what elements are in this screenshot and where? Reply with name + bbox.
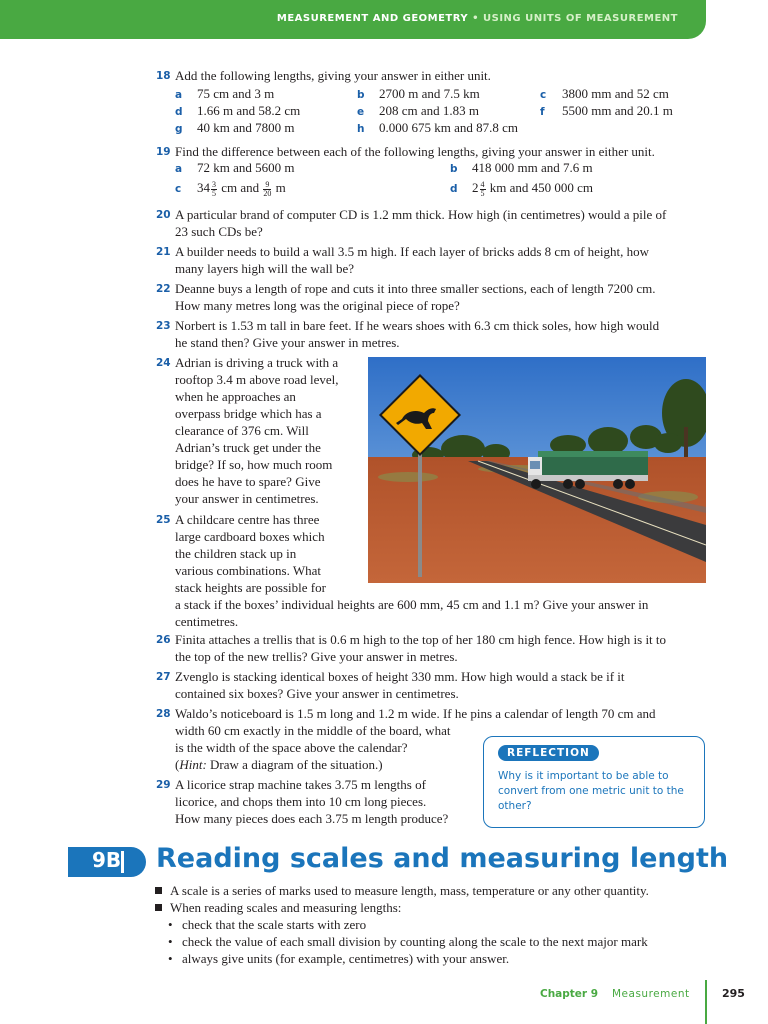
fraction-denominator: 5 <box>212 188 216 198</box>
question-text: bridge? If so, how much room <box>175 457 333 472</box>
fraction-numerator: 4 <box>480 179 485 189</box>
note-bullet <box>155 900 401 916</box>
running-head <box>277 13 678 24</box>
part-text: 3800 mm and 52 cm <box>562 86 669 101</box>
question-text: Waldo’s noticeboard is 1.5 m long and 1.2 m wide. If he pins a calendar of length 70 cm and <box>175 706 656 721</box>
footer-chapter-title: Measurement <box>612 988 690 1000</box>
fraction-denominator: 20 <box>263 188 272 198</box>
note-subbullet <box>168 917 366 933</box>
answer-part <box>175 180 286 198</box>
part-label: b <box>450 163 458 175</box>
note-text: When reading scales and measuring lengths: <box>170 900 402 915</box>
question-text: 23 such CDs be? <box>175 224 263 239</box>
question-text: overpass bridge which has a <box>175 406 322 421</box>
question-text: A particular brand of computer CD is 1.2 mm thick. How high (in centimetres) would a pile of <box>175 207 667 222</box>
fraction <box>211 181 217 198</box>
question-text: a stack if the boxes’ individual heights are 600 mm, 45 cm and 1.1 m? Give your answer in <box>175 597 649 612</box>
square-bullet-icon <box>155 887 162 894</box>
part-text: m <box>272 180 286 195</box>
section-title: Reading scales and measuring length <box>156 843 729 874</box>
answer-part <box>450 180 593 198</box>
question-text: when he approaches an <box>175 389 296 404</box>
hint-open: ( <box>175 757 180 772</box>
part-text: 72 km and 5600 m <box>197 160 295 175</box>
question-text: Adrian is driving a truck with a <box>175 355 339 370</box>
question-number: 24 <box>156 357 171 369</box>
footer-chapter: Chapter 9 <box>540 988 599 1000</box>
answer-part <box>175 160 295 176</box>
question-text: stack heights are possible for <box>175 580 326 595</box>
reflection-question: Why is it important to be able to convert from one metric unit to the other? <box>498 770 684 812</box>
answer-part <box>540 103 673 119</box>
question-text: A licorice strap machine takes 3.75 m lengths of <box>175 777 426 792</box>
mixed-whole: 2 <box>472 180 479 195</box>
question-text: Zvenglo is stacking identical boxes of height 330 mm. How high would a stack be if it <box>175 669 625 684</box>
question-number: 29 <box>156 779 171 791</box>
question-number: 18 <box>156 70 171 82</box>
question-text: Add the following lengths, giving your answer in either unit. <box>175 68 491 83</box>
fraction <box>263 181 271 198</box>
question-text: the top of the new trellis? Give your answer in metres. <box>175 649 458 664</box>
hint-text <box>175 756 383 773</box>
hint-body: Draw a diagram of the situation.) <box>206 757 383 772</box>
answer-part <box>175 103 300 119</box>
section-number-tab <box>126 847 146 877</box>
question-text: Find the difference between each of the following lengths, giving your answer in either unit. <box>175 144 655 159</box>
question-text: Finita attaches a trellis that is 0.6 m high to the top of her 180 cm high fence. How high is it to <box>175 632 667 647</box>
part-label: e <box>357 106 365 118</box>
question-number: 27 <box>156 671 171 683</box>
question-text: clearance of 376 cm. Will <box>175 423 309 438</box>
dot-bullet-icon: • <box>168 917 173 932</box>
answer-part <box>357 86 480 102</box>
road-truck-photo <box>368 357 706 583</box>
answer-part <box>540 86 669 102</box>
question-text: centimetres. <box>175 614 239 629</box>
note-subbullet <box>168 951 509 967</box>
question-text: rooftop 3.4 m above road level, <box>175 372 339 387</box>
part-text: 0.000 675 km and 87.8 cm <box>379 120 519 135</box>
note-bullet <box>155 883 649 899</box>
part-label: c <box>540 89 547 101</box>
question-text: licorice, and chops them into 10 cm long pieces. <box>175 794 427 809</box>
footer-divider <box>705 980 707 1024</box>
question-number: 22 <box>156 283 171 295</box>
question-text: How many metres long was the original piece of rope? <box>175 298 460 313</box>
part-text: 418 000 mm and 7.6 m <box>472 160 593 175</box>
question-number: 26 <box>156 634 171 646</box>
strand-label: MEASUREMENT AND GEOMETRY <box>276 13 469 24</box>
question-text: width 60 cm exactly in the middle of the board, what <box>175 723 451 738</box>
note-text: always give units (for example, centimetres) with your answer. <box>182 951 510 966</box>
hint-label: Hint: <box>179 757 207 772</box>
note-text: A scale is a series of marks used to measure length, mass, temperature or any other quantity. <box>170 883 649 898</box>
part-text: 75 cm and 3 m <box>197 86 275 101</box>
question-text: the children stack up in <box>175 546 297 561</box>
part-label: a <box>175 163 183 175</box>
part-text: 40 km and 7800 m <box>197 120 295 135</box>
topic-label: USING UNITS OF MEASUREMENT <box>483 13 678 24</box>
question-number: 21 <box>156 246 171 258</box>
part-text: 1.66 m and 58.2 cm <box>197 103 301 118</box>
question-text: many layers high will the wall be? <box>175 261 355 276</box>
section-divider <box>121 851 124 873</box>
question-number: 19 <box>156 146 171 158</box>
question-text: various combinations. What <box>175 563 321 578</box>
question-text: Adrian’s truck get under the <box>175 440 321 455</box>
reflection-tag: REFLECTION <box>498 745 599 761</box>
dot-bullet-icon: • <box>168 951 173 966</box>
fraction-denominator: 5 <box>480 188 485 198</box>
part-label: c <box>175 183 182 195</box>
fraction-numerator: 3 <box>212 179 216 189</box>
question-number: 28 <box>156 708 171 720</box>
part-label: h <box>357 123 365 135</box>
question-text: A builder needs to build a wall 3.5 m high. If each layer of bricks adds 8 cm of height, how <box>175 244 650 259</box>
fraction-numerator: 9 <box>265 179 270 189</box>
part-label: b <box>357 89 365 101</box>
header-bar <box>0 0 706 39</box>
answer-part <box>357 103 479 119</box>
question-text: Norbert is 1.53 m tall in bare feet. If he wears shoes with 6.3 cm thick soles, how high would <box>175 318 660 333</box>
separator: • <box>468 13 484 24</box>
note-subbullet <box>168 934 648 950</box>
answer-part <box>357 120 518 136</box>
part-text: km and 450 000 cm <box>486 180 594 195</box>
question-number: 20 <box>156 209 171 221</box>
answer-part <box>175 86 274 102</box>
section-number: 9B <box>92 848 122 872</box>
part-text: 5500 mm and 20.1 m <box>562 103 673 118</box>
answer-part <box>450 160 593 176</box>
part-text: 208 cm and 1.83 m <box>379 103 480 118</box>
part-label: d <box>450 183 458 195</box>
question-text: does he have to spare? Give <box>175 474 321 489</box>
part-text: cm and <box>218 180 263 195</box>
question-text: your answer in centimetres. <box>175 491 319 506</box>
part-text: 2700 m and 7.5 km <box>379 86 480 101</box>
question-text: large cardboard boxes which <box>175 529 325 544</box>
page-number: 295 <box>722 987 745 1000</box>
question-text: How many pieces does each 3.75 m length produce? <box>175 811 449 826</box>
question-text: Deanne buys a length of rope and cuts it into three smaller sections, each of length 7200 cm. <box>175 281 656 296</box>
note-text: check the value of each small division by counting along the scale to the next major mark <box>182 934 648 949</box>
mixed-whole: 34 <box>197 180 210 195</box>
answer-part <box>175 120 295 136</box>
part-label: a <box>175 89 183 101</box>
reflection-box <box>483 736 705 828</box>
part-label: f <box>540 106 545 118</box>
fraction <box>480 181 486 198</box>
question-number: 23 <box>156 320 171 332</box>
question-number: 25 <box>156 514 171 526</box>
dot-bullet-icon: • <box>168 934 173 949</box>
question-text: contained six boxes? Give your answer in centimetres. <box>175 686 459 701</box>
question-text: he stand then? Give your answer in metres. <box>175 335 400 350</box>
question-text: is the width of the space above the calendar? <box>175 740 408 755</box>
part-label: d <box>175 106 183 118</box>
note-text: check that the scale starts with zero <box>182 917 367 932</box>
square-bullet-icon <box>155 904 162 911</box>
part-label: g <box>175 123 183 135</box>
question-text: A childcare centre has three <box>175 512 320 527</box>
